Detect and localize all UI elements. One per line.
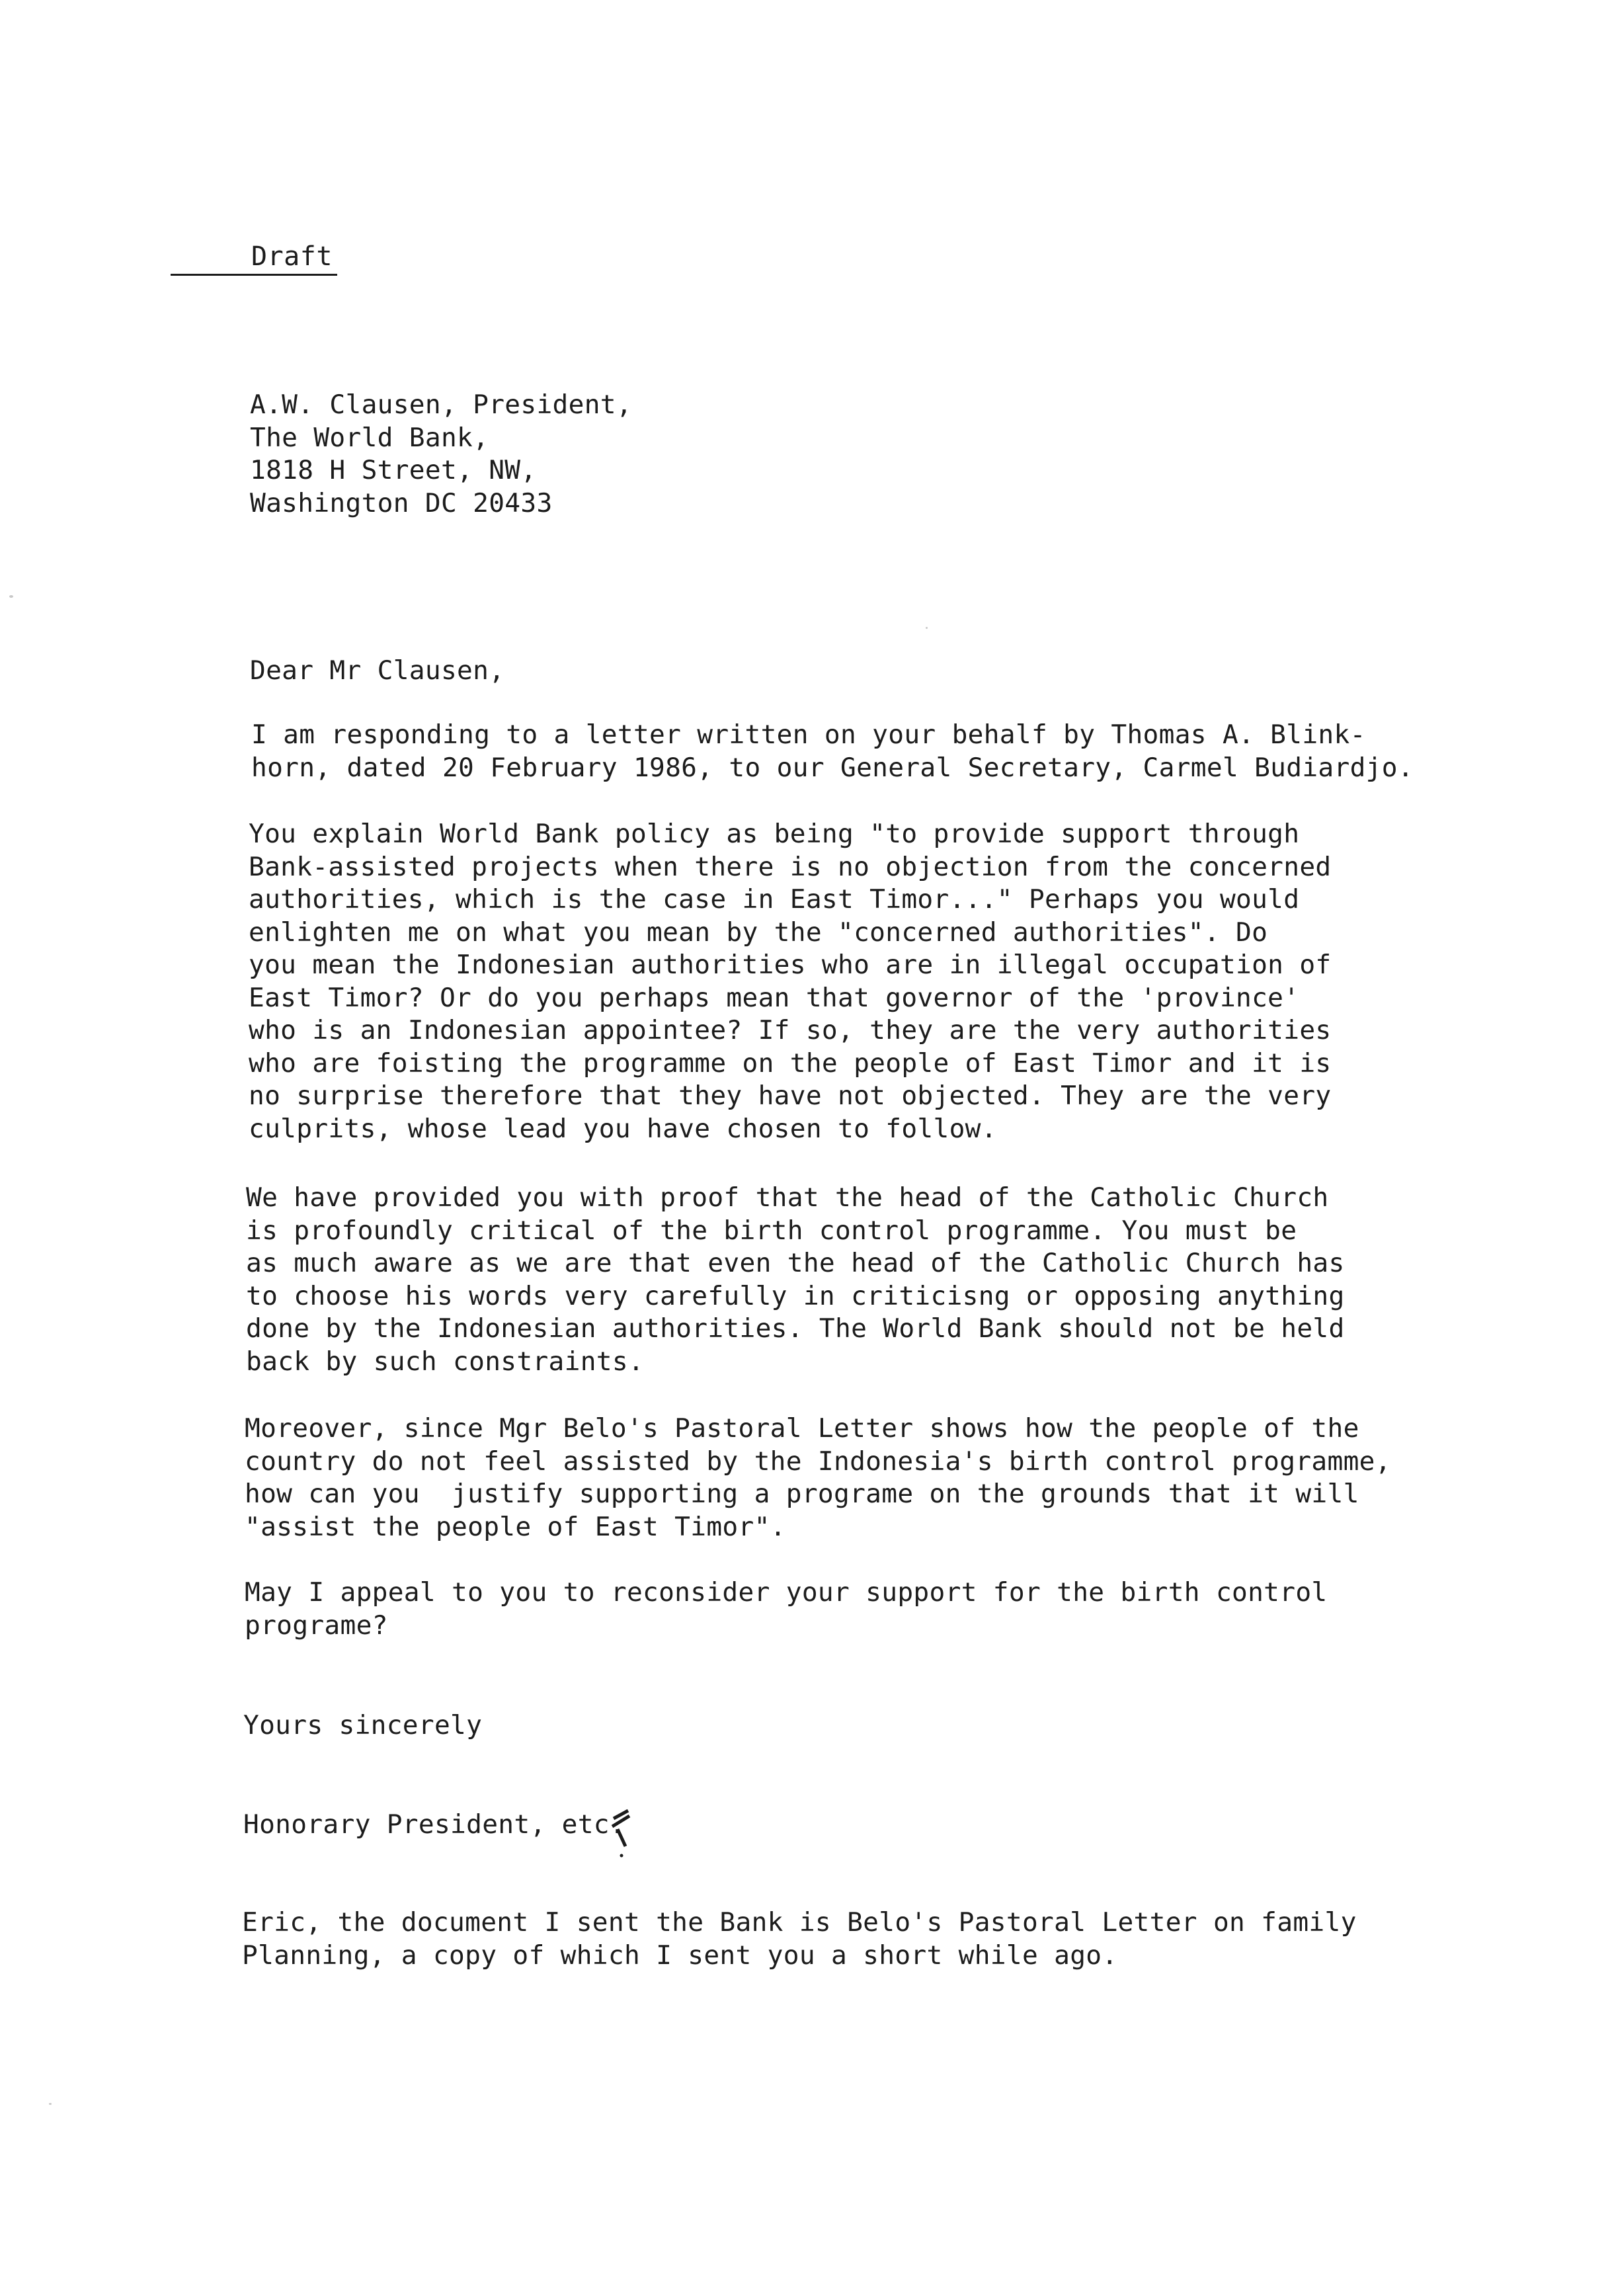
text-line: authorities, which is the case in East Timor..." Perhaps you would bbox=[249, 884, 1300, 915]
text-line: Moreover, since Mgr Belo's Pastoral Letter shows how the people of the bbox=[245, 1413, 1359, 1444]
text-line: Bank-assisted projects when there is no objection from the concerned bbox=[249, 851, 1332, 882]
text-line: done by the Indonesian authorities. The World Bank should not be held bbox=[246, 1313, 1345, 1344]
text-line: You explain World Bank policy as being "to provide support through bbox=[249, 819, 1300, 849]
text-line: culprits, whose lead you have chosen to follow. bbox=[249, 1113, 997, 1144]
text-line: to choose his words very carefully in criticisng or opposing anything bbox=[246, 1280, 1345, 1311]
salutation: Dear Mr Clausen, bbox=[250, 655, 505, 686]
text-line: as much aware as we are that even the head of the Catholic Church has bbox=[246, 1248, 1345, 1278]
text-line: back by such constraints. bbox=[246, 1346, 645, 1377]
signature-line: Honorary President, etc. bbox=[243, 1809, 625, 1840]
text-line: Eric, the document I sent the Bank is Belo's Pastoral Letter on family bbox=[242, 1907, 1357, 1938]
text-line: who is an Indonesian appointee? If so, they are the very authorities bbox=[249, 1015, 1332, 1046]
text-line: no surprise therefore that they have not objected. They are the very bbox=[249, 1081, 1332, 1111]
closing: Yours sincerely bbox=[243, 1710, 483, 1741]
paragraph-4 bbox=[245, 1413, 1501, 1543]
paper-speck bbox=[926, 627, 928, 629]
text-line: programe? bbox=[245, 1610, 388, 1641]
text-line: horn, dated 20 February 1986, to our General Secretary, Carmel Budiardjo. bbox=[251, 752, 1414, 783]
text-line: East Timor? Or do you perhaps mean that governor of the 'province' bbox=[249, 982, 1300, 1013]
text-line: We have provided you with proof that the head of the Catholic Church bbox=[246, 1182, 1329, 1213]
paragraph-5 bbox=[245, 1577, 1501, 1642]
paragraph-3 bbox=[246, 1182, 1502, 1378]
paragraph-2 bbox=[249, 818, 1505, 1145]
text-line: how can you justify supporting a programe on the grounds that it will bbox=[245, 1479, 1359, 1509]
draft-underline bbox=[171, 274, 337, 276]
text-line: enlighten me on what you mean by the "concerned authorities". Do bbox=[249, 917, 1268, 948]
address-line: A.W. Clausen, President, bbox=[250, 390, 632, 420]
paragraph-1 bbox=[251, 719, 1508, 784]
recipient-address bbox=[250, 389, 1506, 520]
draft-label: Draft bbox=[251, 241, 333, 272]
text-line: "assist the people of East Timor". bbox=[245, 1511, 786, 1542]
address-line: 1818 H Street, NW, bbox=[250, 455, 537, 485]
text-line: May I appeal to you to reconsider your support for the birth control bbox=[245, 1577, 1328, 1608]
text-line: who are foisting the programme on the people of East Timor and it is bbox=[249, 1047, 1332, 1079]
address-line: The World Bank, bbox=[250, 422, 489, 453]
paper-speck bbox=[9, 595, 13, 598]
paper-speck bbox=[49, 2103, 52, 2105]
typewriter-overstrike-mark bbox=[608, 1807, 635, 1860]
text-line: is profoundly critical of the birth control programme. You must be bbox=[246, 1215, 1297, 1246]
address-line: Washington DC 20433 bbox=[250, 487, 553, 518]
text-line: Planning, a copy of which I sent you a short while ago. bbox=[242, 1940, 1118, 1971]
text-line: you mean the Indonesian authorities who are in illegal occupation of bbox=[249, 950, 1332, 980]
text-line: I am responding to a letter written on your behalf by Thomas A. Blink- bbox=[251, 719, 1366, 750]
text-line: country do not feel assisted by the Indonesia's birth control programme, bbox=[245, 1446, 1391, 1477]
postscript-note bbox=[242, 1906, 1498, 1972]
